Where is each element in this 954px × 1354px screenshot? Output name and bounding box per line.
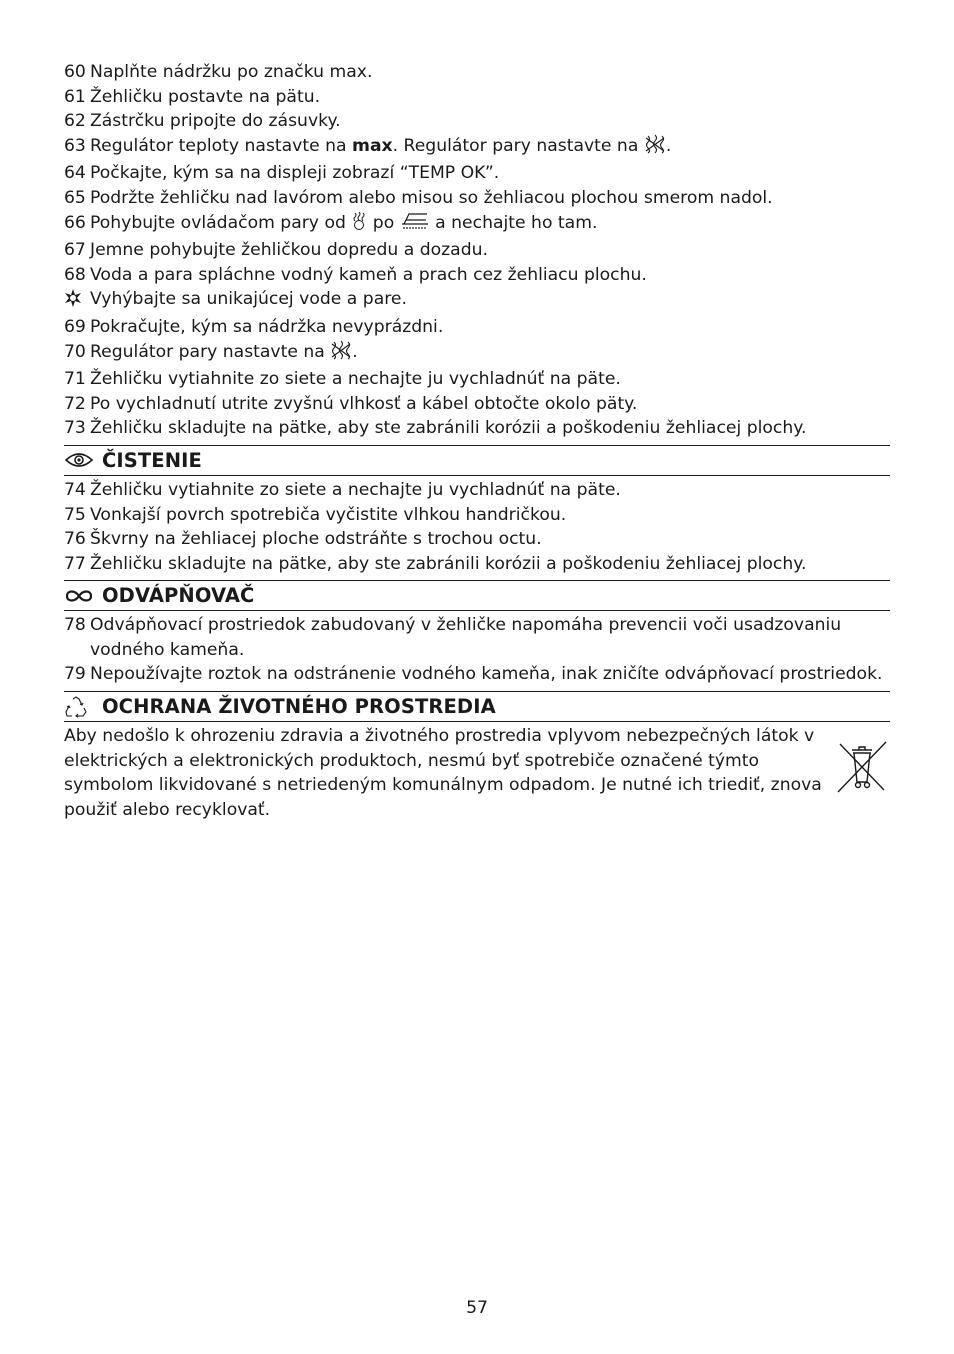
step-text: Žehličku vytiahnite zo siete a nechajte ju vychladnúť na päte. (90, 369, 621, 390)
steam-shot-icon (400, 211, 430, 239)
warning-star-icon (64, 289, 82, 315)
steps-list-main (64, 60, 890, 441)
step-text: Škvrny na žehliacej ploche odstráňte s trochou octu. (90, 529, 542, 550)
step-number: 63 (64, 135, 86, 156)
steps-list-descaler (64, 613, 890, 687)
list-item (64, 85, 890, 110)
step-text: Žehličku postavte na pätu. (90, 86, 321, 107)
step-text: Po vychladnutí utrite zvyšnú vlhkosť a kábel obtočte okolo päty. (90, 393, 638, 414)
step-number: 66 (64, 212, 86, 233)
step-number: 79 (64, 664, 86, 685)
step-number: 65 (64, 187, 86, 208)
list-item (64, 392, 890, 417)
step-number: 64 (64, 163, 86, 184)
list-item (64, 478, 890, 503)
list-item (64, 161, 890, 186)
step-number: 61 (64, 86, 86, 107)
crossed-bin-icon (836, 724, 890, 822)
list-item (64, 367, 890, 392)
step-text: Regulátor teploty nastavte na (90, 135, 353, 156)
step-text: Žehličku vytiahnite zo siete a nechajte ju vychladnúť na päte. (90, 479, 621, 500)
list-item (64, 315, 890, 340)
list-item (64, 552, 890, 577)
step-text: a nechajte ho tam. (429, 212, 598, 233)
section-title: ČISTENIE (102, 448, 202, 472)
list-item (64, 186, 890, 211)
list-item (64, 662, 890, 687)
list-item (64, 287, 890, 315)
document-page (64, 60, 890, 822)
step-text-bold: max (352, 135, 393, 156)
step-text: Jemne pohybujte žehličkou dopredu a dozadu. (90, 240, 488, 261)
step-number: 75 (64, 504, 86, 525)
section-heading-cleaning (64, 445, 890, 476)
step-number: 70 (64, 341, 86, 362)
page-number: 57 (466, 1298, 488, 1318)
step-text: Voda a para spláchne vodný kameň a prach cez žehliacu plochu. (90, 264, 647, 285)
step-number: 74 (64, 479, 86, 500)
step-text: Vyhýbajte sa unikajúcej vode a pare. (90, 289, 407, 310)
step-number: 72 (64, 393, 86, 414)
recycle-icon (64, 696, 102, 718)
list-item (64, 503, 890, 528)
list-item (64, 60, 890, 85)
step-text: Regulátor pary nastavte na (90, 341, 331, 362)
section-heading-descaler (64, 580, 890, 611)
list-item (64, 340, 890, 368)
steam-max-icon (330, 340, 352, 368)
step-text: Podržte žehličku nad lavórom alebo misou so žehliacou plochou smerom nadol. (90, 187, 773, 208)
step-text: Pohybujte ovládačom pary od (90, 212, 352, 233)
step-text: . (665, 135, 672, 156)
step-text: Žehličku skladujte na pätke, aby ste zabránili korózii a poškodeniu žehliacej plochy. (90, 553, 807, 574)
list-item (64, 416, 890, 441)
infinity-icon (64, 588, 102, 604)
environment-text: Aby nedošlo k ohrozeniu zdravia a životného prostredia vplyvom nebezpečných látok v elektrických a elektronických produktoch, nesmú byť spotrebiče označené týmto symbolom likvidované s netriedeným komunálnym odpadom. Je nutné ich triediť, znova použiť alebo recyklovať. (64, 726, 822, 820)
step-text: Žehličku skladujte na pätke, aby ste zabránili korózii a poškodeniu žehliacej plochy. (90, 418, 807, 439)
steps-list-cleaning (64, 478, 890, 576)
step-number: 62 (64, 111, 86, 132)
step-text: Odvápňovací prostriedok zabudovaný v žehličke napomáha prevencii voči usadzovaniu vodného kameňa. (90, 615, 842, 660)
step-text: . Regulátor pary nastavte na (392, 135, 644, 156)
steam-min-icon (351, 211, 367, 239)
step-number: 69 (64, 316, 86, 337)
step-number: 60 (64, 62, 86, 82)
step-number: 76 (64, 529, 86, 550)
steam-max-icon (644, 134, 666, 162)
step-number: 71 (64, 369, 86, 390)
step-text: Zástrčku pripojte do zásuvky. (90, 111, 341, 132)
section-heading-environment (64, 691, 890, 722)
step-text: po (367, 212, 400, 233)
step-number: 78 (64, 615, 86, 636)
list-item (64, 527, 890, 552)
step-text: Nepoužívajte roztok na odstránenie vodného kameňa, inak zničíte odvápňovací prostriedok. (90, 664, 883, 685)
section-title: OCHRANA ŽIVOTNÉHO PROSTREDIA (102, 695, 496, 719)
step-number: 73 (64, 418, 86, 439)
list-item (64, 134, 890, 162)
step-number: 77 (64, 553, 86, 574)
environment-notice (64, 724, 890, 822)
eye-icon (64, 451, 102, 469)
list-item (64, 238, 890, 263)
step-text: Počkajte, kým sa na displeji zobrazí “TEMP OK”. (90, 163, 500, 184)
step-number: 68 (64, 264, 86, 285)
step-text: Pokračujte, kým sa nádržka nevyprázdni. (90, 316, 444, 337)
section-title: ODVÁPŇOVAČ (102, 584, 255, 608)
list-item (64, 613, 890, 662)
step-text: Vonkajší povrch spotrebiča vyčistite vlhkou handričkou. (90, 504, 567, 525)
list-item (64, 109, 890, 134)
list-item (64, 263, 890, 288)
step-number: 67 (64, 240, 86, 261)
step-text: . (352, 341, 358, 362)
step-text: Naplňte nádržku po značku max. (90, 62, 373, 82)
list-item (64, 211, 890, 239)
